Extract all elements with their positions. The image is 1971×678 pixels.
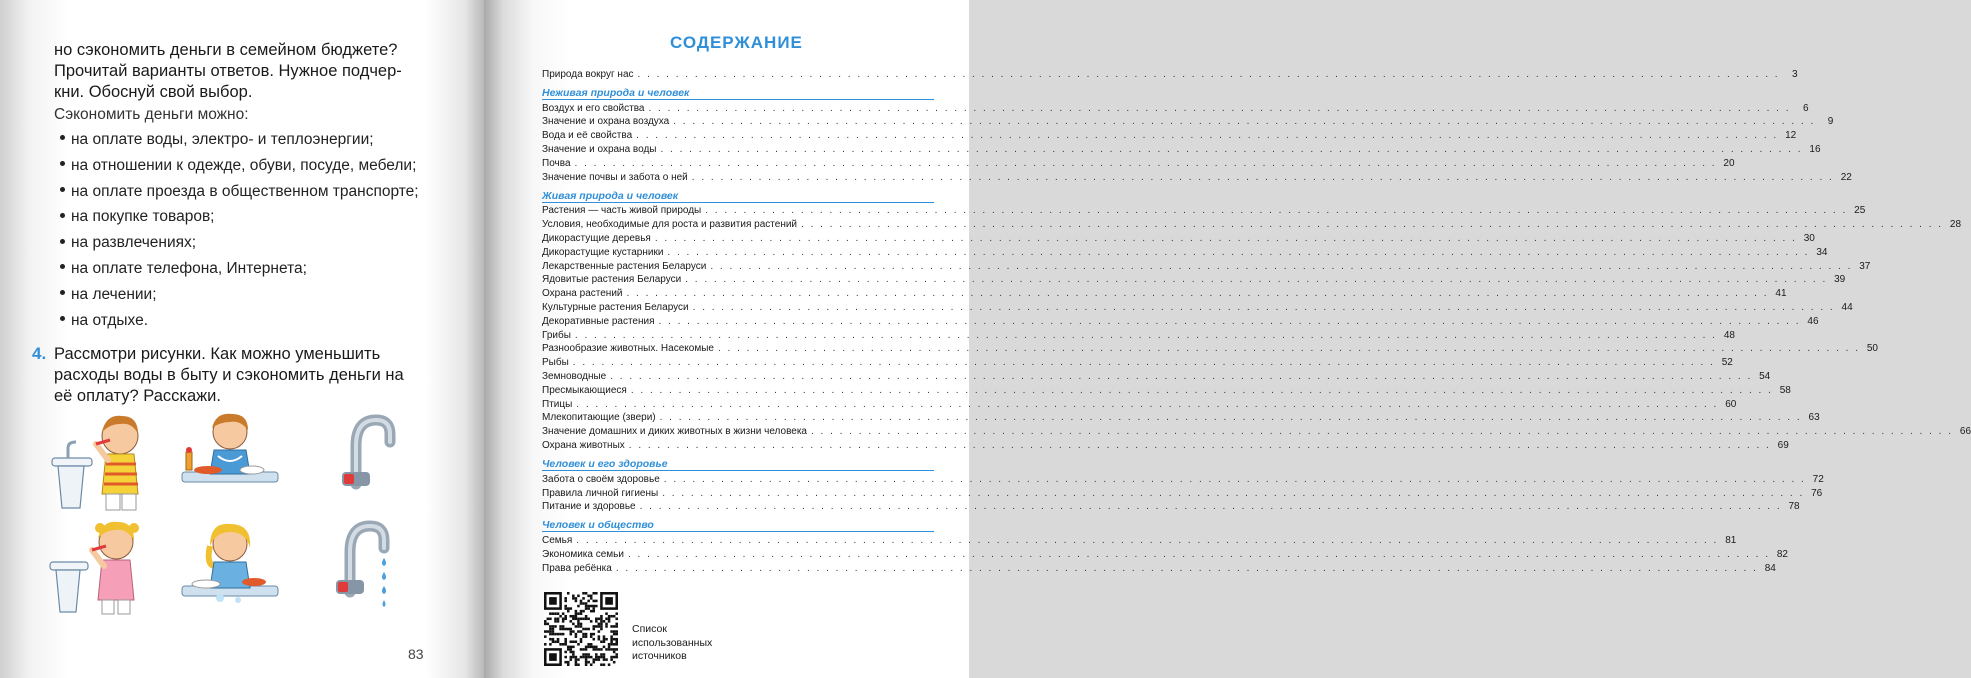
toc-entry-title: Значение домашних и диких животных в жизни человека [542,426,807,438]
option-text: на отношении к одежде, обуви, посуде, мебели; [71,156,417,174]
boy-washing-dishes-illustration [180,410,280,500]
toc-entry-title: Грибы [542,329,571,341]
sources-label [632,623,712,664]
toc-title: СОДЕРЖАНИЕ [670,33,803,52]
toc-leader-dots: . . . . . . . . . . . . . . . . . . . . . . . . . . . . . . . . . . . . . . . . . . . . . . . . . . . . . . . . . . . . . . . . . . . . . . . . . . . . . . . . . . . . . . . . . . . . . . . . . . . . . . . . . . . . . . . . . . . . . . . . [576,398,1719,410]
toc-leader-dots: . . . . . . . . . . . . . . . . . . . . . . . . . . . . . . . . . . . . . . . . . . . . . . . . . . . . . . . . . . . . . . . . . . . . . . . . . . . . . . . . . . . . . . . . . . . . . . . . . . . . . . . . . . . . . . . . . . . . . . . . [637,68,1780,80]
toc-entry-page: 16 [1809,143,1821,155]
toc-entry-page: 84 [1764,562,1776,574]
toc-leader-dots: . . . . . . . . . . . . . . . . . . . . . . . . . . . . . . . . . . . . . . . . . . . . . . . . . . . . . . . . . . . . . . . . . . . . . . . . . . . . . . . . . . . . . . . . . . . . . . . . . . . . . . . . . . . . . . . . . . . . . . . . [576,535,1719,547]
option-text: на отдыхе. [71,311,149,329]
option-text: на лечении; [71,285,157,303]
bullet-icon [60,161,65,166]
toc-entry-page: 6 [1802,102,1809,114]
page-number: 83 [408,646,424,662]
toc-entry-page: 25 [1854,205,1866,217]
toc-entry-page: 20 [1723,157,1735,169]
toc-entry-page: 39 [1834,274,1846,286]
option-item[interactable] [60,130,419,156]
toc-entry-title: Дикорастущие кустарники [542,246,664,258]
toc-entry[interactable] [542,272,1846,286]
option-item[interactable] [60,182,419,208]
bullet-icon [60,264,65,269]
toc-entry-page: 63 [1808,412,1820,424]
bullet-icon [60,316,65,321]
toc-entry-page: 69 [1777,439,1789,451]
toc-entry-title: Вода и её свойства [542,130,633,142]
toc-leader-dots: . . . . . . . . . . . . . . . . . . . . . . . . . . . . . . . . . . . . . . . . . . . . . . . . . . . . . . . . . . . . . . . . . . . . . . . . . . . . . . . . . . . . . . . . . . . . . . . . . . . . . . . . . . . . . . . . . . . . . . . . [636,130,1779,142]
toc-entry-page: 81 [1725,535,1737,547]
toc-leader-dots: . . . . . . . . . . . . . . . . . . . . . . . . . . . . . . . . . . . . . . . . . . . . . . . . . . . . . . . . . . . . . . . . . . . . . . . . . . . . . . . . . . . . . . . . . . . . . . . . . . . . . . . . . . . . . . . . . . . . . . . . [654,232,1797,244]
option-text: на развлечениях; [71,234,197,252]
toc-entry[interactable] [542,244,1828,258]
toc-leader-dots: . . . . . . . . . . . . . . . . . . . . . . . . . . . . . . . . . . . . . . . . . . . . . . . . . . . . . . . . . . . . . . . . . . . . . . . . . . . . . . . . . . . . . . . . . . . . . . . . . . . . . . . . . . . . . . . . . . . . . . . . [648,102,1791,114]
toc-entry[interactable] [542,546,1788,560]
toc-entry-title: Правила личной гигиены [542,487,659,499]
toc-entry-title: Рыбы [542,357,569,369]
toc-entry[interactable] [542,141,1821,155]
toc-entry-title: Забота о своём здоровье [542,473,660,485]
toc-entry-title: Декоративные растения [542,315,655,327]
toc-entry-title: Культурные растения Беларуси [542,301,689,313]
toc-entry[interactable] [542,155,1735,169]
task-number: 4. [32,344,47,363]
boy-brushing-teeth-illustration [48,408,148,513]
toc-entry[interactable] [542,354,1733,369]
toc-entry-title: Питание и здоровье [542,501,636,513]
toc-leader-dots: . . . . . . . . . . . . . . . . . . . . . . . . . . . . . . . . . . . . . . . . . . . . . . . . . . . . . . . . . . . . . . . . . . . . . . . . . . . . . . . . . . . . . . . . . . . . . . . . . . . . . . . . . . . . . . . . . . . . . . . . [660,143,1803,155]
toc-entry-title: Растения — часть живой природы [542,205,702,217]
toc-entry[interactable] [542,313,1819,327]
bullet-icon [60,239,65,244]
toc-entry[interactable] [542,560,1776,574]
sources-line: использованных [632,636,713,649]
options-list [60,130,419,336]
toc-leader-dots: . . . . . . . . . . . . . . . . . . . . . . . . . . . . . . . . . . . . . . . . . . . . . . . . . . . . . . . . . . . . . . . . . . . . . . . . . . . . . . . . . . . . . . . . . . . . . . . . . . . . . . . . . . . . . . . . . . . . . . . . [663,473,1806,485]
toc-leader-dots: . . . . . . . . . . . . . . . . . . . . . . . . . . . . . . . . . . . . . . . . . . . . . . . . . . . . . . . . . . . . . . . . . . . . . . . . . . . . . . . . . . . . . . . . . . . . . . . . . . . . . . . . . . . . . . . . . . . . . . . . [658,315,1801,327]
toc-section-heading [542,183,934,203]
toc-entry-page: 72 [1812,473,1824,485]
option-item[interactable] [60,285,419,311]
toc-entry[interactable] [542,327,1735,341]
toc-leader-dots: . . . . . . . . . . . . . . . . . . . . . . . . . . . . . . . . . . . . . . . . . . . . . . . . . . . . . . . . . . . . . . . . . . . . . . . . . . . . . . . . . . . . . . . . . . . . . . . . . . . . . . . . . . . . . . . . . . . . . . . . [572,357,1715,369]
toc-section-heading [542,451,934,471]
toc-entry-page: 12 [1785,130,1797,142]
toc-entry[interactable] [542,499,1800,513]
qr-code-icon[interactable] [544,592,618,666]
toc-entry-page: 44 [1841,301,1853,313]
option-item[interactable] [60,156,419,182]
right-page [484,0,1971,678]
table-of-contents [542,66,1971,574]
toc-leader-dots: . . . . . . . . . . . . . . . . . . . . . . . . . . . . . . . . . . . . . . . . . . . . . . . . . . . . . . . . . . . . . . . . . . . . . . . . . . . . . . . . . . . . . . . . . . . . . . . . . . . . . . . . . . . . . . . . . . . . . . . . [615,562,1758,574]
toc-leader-dots: . . . . . . . . . . . . . . . . . . . . . . . . . . . . . . . . . . . . . . . . . . . . . . . . . . . . . . . . . . . . . . . . . . . . . . . . . . . . . . . . . . . . . . . . . . . . . . . . . . . . . . . . . . . . . . . . . . . . . . . . [685,274,1828,286]
toc-leader-dots: . . . . . . . . . . . . . . . . . . . . . . . . . . . . . . . . . . . . . . . . . . . . . . . . . . . . . . . . . . . . . . . . . . . . . . . . . . . . . . . . . . . . . . . . . . . . . . . . . . . . . . . . . . . . . . . . . . . . . . . . [810,426,1954,438]
bullet-icon [60,187,65,192]
toc-entry[interactable] [542,127,1797,142]
toc-entry[interactable] [542,100,1809,114]
toc-entry-page: 54 [1759,370,1771,382]
toc-entry[interactable] [542,66,1798,80]
toc-section-title: Живая природа и человек [542,189,679,202]
bullet-icon [60,213,65,218]
toc-entry-page: 9 [1827,116,1834,128]
toc-entry[interactable] [542,471,1824,485]
toc-entry-page: 66 [1959,426,1971,438]
task-text: Рассмотри рисунки. Как можно уменьшить расходы воды в быту и сэкономить деньги на её оплату? Расскажи. [54,345,404,405]
toc-entry[interactable] [542,341,1878,355]
toc-entry-title: Почва [542,157,571,169]
option-text: на оплате телефона, Интернета; [71,259,307,277]
option-text: на покупке товаров; [71,208,215,226]
option-text: на оплате воды, электро- и теплоэнергии; [71,131,374,148]
toc-entry-page: 76 [1811,487,1823,499]
toc-entry[interactable] [542,258,1871,272]
toc-entry-title: Экономика семьи [542,548,624,560]
sources-line: источников [632,650,687,662]
option-item[interactable] [60,259,419,285]
toc-entry-title: Значение и охрана воды [542,143,657,155]
toc-leader-dots: . . . . . . . . . . . . . . . . . . . . . . . . . . . . . . . . . . . . . . . . . . . . . . . . . . . . . . . . . . . . . . . . . . . . . . . . . . . . . . . . . . . . . . . . . . . . . . . . . . . . . . . . . . . . . . . . . . . . . . . . [673,116,1816,128]
save-intro: Сэкономить деньги можно: [54,106,249,123]
bullet-icon [60,135,65,140]
toc-entry-title: Лекарственные растения Беларуси [542,260,707,272]
toc-entry-title: Значение почвы и забота о ней [542,171,688,183]
closed-faucet-illustration [328,412,398,492]
toc-leader-dots: . . . . . . . . . . . . . . . . . . . . . . . . . . . . . . . . . . . . . . . . . . . . . . . . . . . . . . . . . . . . . . . . . . . . . . . . . . . . . . . . . . . . . . . . . . . . . . . . . . . . . . . . . . . . . . . . . . . . . . . . [717,343,1860,355]
toc-entry-title: Разнообразие животных. Насекомые [542,343,714,355]
toc-entry-title: Земноводные [542,370,607,382]
option-item[interactable] [60,311,419,337]
toc-leader-dots: . . . . . . . . . . . . . . . . . . . . . . . . . . . . . . . . . . . . . . . . . . . . . . . . . . . . . . . . . . . . . . . . . . . . . . . . . . . . . . . . . . . . . . . . . . . . . . . . . . . . . . . . . . . . . . . . . . . . . . . . [692,301,1835,313]
option-text: на оплате проезда в общественном транспорте; [71,182,419,200]
toc-entry[interactable] [542,532,1737,547]
toc-entry-title: Семья [542,535,573,547]
toc-entry[interactable] [542,437,1789,451]
toc-section-heading [542,512,934,532]
toc-entry-title: Природа вокруг нас [542,68,634,80]
toc-leader-dots: . . . . . . . . . . . . . . . . . . . . . . . . . . . . . . . . . . . . . . . . . . . . . . . . . . . . . . . . . . . . . . . . . . . . . . . . . . . . . . . . . . . . . . . . . . . . . . . . . . . . . . . . . . . . . . . . . . . . . . . . [639,501,1782,513]
toc-leader-dots: . . . . . . . . . . . . . . . . . . . . . . . . . . . . . . . . . . . . . . . . . . . . . . . . . . . . . . . . . . . . . . . . . . . . . . . . . . . . . . . . . . . . . . . . . . . . . . . . . . . . . . . . . . . . . . . . . . . . . . . . [667,246,1810,258]
toc-leader-dots: . . . . . . . . . . . . . . . . . . . . . . . . . . . . . . . . . . . . . . . . . . . . . . . . . . . . . . . . . . . . . . . . . . . . . . . . . . . . . . . . . . . . . . . . . . . . . . . . . . . . . . . . . . . . . . . . . . . . . . . . [662,487,1805,499]
toc-entry-title: Условия, необходимые для роста и развития растений [542,219,798,231]
sources-line: Список [632,623,667,635]
toc-entry[interactable] [542,410,1820,424]
toc-leader-dots: . . . . . . . . . . . . . . . . . . . . . . . . . . . . . . . . . . . . . . . . . . . . . . . . . . . . . . . . . . . . . . . . . . . . . . . . . . . . . . . . . . . . . . . . . . . . . . . . . . . . . . . . . . . . . . . . . . . . . . . . [574,329,1717,341]
toc-section-title: Человек и его здоровье [542,457,668,470]
toc-entry-page: 58 [1779,384,1791,396]
toc-entry[interactable] [542,114,1834,128]
toc-entry-title: Ядовитые растения Беларуси [542,274,682,286]
toc-entry[interactable] [542,203,1866,217]
toc-entry[interactable] [542,396,1737,410]
toc-section-title: Неживая природа и человек [542,86,690,99]
toc-entry-page: 60 [1725,398,1737,410]
toc-entry[interactable] [542,299,1853,313]
intro-line-2: Прочитай варианты ответов. Нужное подчер- [54,62,402,80]
toc-section-title: Человек и общество [542,519,654,532]
toc-entry-title: Охрана животных [542,439,625,451]
option-item[interactable] [60,233,419,259]
toc-leader-dots: . . . . . . . . . . . . . . . . . . . . . . . . . . . . . . . . . . . . . . . . . . . . . . . . . . . . . . . . . . . . . . . . . . . . . . . . . . . . . . . . . . . . . . . . . . . . . . . . . . . . . . . . . . . . . . . . . . . . . . . . [627,548,1770,560]
toc-entry-title: Права ребёнка [542,562,612,574]
left-page [0,0,484,678]
toc-leader-dots: . . . . . . . . . . . . . . . . . . . . . . . . . . . . . . . . . . . . . . . . . . . . . . . . . . . . . . . . . . . . . . . . . . . . . . . . . . . . . . . . . . . . . . . . . . . . . . . . . . . . . . . . . . . . . . . . . . . . . . . . [630,384,1773,396]
toc-entry-page: 34 [1816,246,1828,258]
toc-entry-title: Млекопитающие (звери) [542,412,656,424]
toc-leader-dots: . . . . . . . . . . . . . . . . . . . . . . . . . . . . . . . . . . . . . . . . . . . . . . . . . . . . . . . . . . . . . . . . . . . . . . . . . . . . . . . . . . . . . . . . . . . . . . . . . . . . . . . . . . . . . . . . . . . . . . . . [574,157,1717,169]
girl-brushing-teeth-illustration [46,516,146,616]
toc-entry-page: 46 [1807,315,1819,327]
toc-entry-page: 37 [1859,260,1871,272]
bullet-icon [60,290,65,295]
toc-entry-page: 30 [1803,232,1815,244]
toc-entry-title: Охрана растений [542,288,623,300]
toc-entry-page: 22 [1840,171,1852,183]
toc-entry[interactable] [542,230,1815,244]
toc-leader-dots: . . . . . . . . . . . . . . . . . . . . . . . . . . . . . . . . . . . . . . . . . . . . . . . . . . . . . . . . . . . . . . . . . . . . . . . . . . . . . . . . . . . . . . . . . . . . . . . . . . . . . . . . . . . . . . . . . . . . . . . . [628,439,1771,451]
toc-entry[interactable] [542,423,1971,438]
option-item[interactable] [60,207,419,233]
girl-washing-dishes-illustration [180,520,280,610]
toc-leader-dots: . . . . . . . . . . . . . . . . . . . . . . . . . . . . . . . . . . . . . . . . . . . . . . . . . . . . . . . . . . . . . . . . . . . . . . . . . . . . . . . . . . . . . . . . . . . . . . . . . . . . . . . . . . . . . . . . . . . . . . . . [610,370,1753,382]
toc-entry[interactable] [542,382,1791,396]
toc-entry-page: 28 [1949,219,1962,231]
toc-leader-dots: . . . . . . . . . . . . . . . . . . . . . . . . . . . . . . . . . . . . . . . . . . . . . . . . . . . . . . . . . . . . . . . . . . . . . . . . . . . . . . . . . . . . . . . . . . . . . . . . . . . . . . . . . . . . . . . . . . . . . . . . [626,288,1769,300]
intro-line-3: кни. Обоснуй свой выбор. [54,83,253,101]
dripping-faucet-illustration [328,518,398,610]
toc-entry-page: 78 [1788,501,1800,513]
toc-entry-title: Пресмыкающиеся [542,384,627,396]
toc-entry-page: 82 [1776,548,1788,560]
toc-entry-title: Птицы [542,398,573,410]
toc-entry-page: 52 [1721,357,1733,369]
toc-entry-page: 3 [1791,68,1798,80]
toc-entry[interactable] [542,216,1962,231]
toc-entry-page: 50 [1866,343,1878,355]
toc-leader-dots: . . . . . . . . . . . . . . . . . . . . . . . . . . . . . . . . . . . . . . . . . . . . . . . . . . . . . . . . . . . . . . . . . . . . . . . . . . . . . . . . . . . . . . . . . . . . . . . . . . . . . . . . . . . . . . . . . . . . . . . . [801,219,1944,231]
toc-entry-page: 41 [1775,288,1787,300]
toc-entry-title: Значение и охрана воздуха [542,116,670,128]
toc-entry[interactable] [542,368,1771,382]
toc-entry[interactable] [542,169,1852,183]
toc-leader-dots: . . . . . . . . . . . . . . . . . . . . . . . . . . . . . . . . . . . . . . . . . . . . . . . . . . . . . . . . . . . . . . . . . . . . . . . . . . . . . . . . . . . . . . . . . . . . . . . . . . . . . . . . . . . . . . . . . . . . . . . . [659,412,1802,424]
toc-leader-dots: . . . . . . . . . . . . . . . . . . . . . . . . . . . . . . . . . . . . . . . . . . . . . . . . . . . . . . . . . . . . . . . . . . . . . . . . . . . . . . . . . . . . . . . . . . . . . . . . . . . . . . . . . . . . . . . . . . . . . . . . [705,205,1848,217]
toc-section-heading [542,80,934,100]
toc-entry-title: Воздух и его свойства [542,102,645,114]
intro-line-1: но сэкономить деньги в семейном бюджете? [54,41,398,59]
toc-leader-dots: . . . . . . . . . . . . . . . . . . . . . . . . . . . . . . . . . . . . . . . . . . . . . . . . . . . . . . . . . . . . . . . . . . . . . . . . . . . . . . . . . . . . . . . . . . . . . . . . . . . . . . . . . . . . . . . . . . . . . . . . [691,171,1834,183]
toc-entry[interactable] [542,285,1787,300]
toc-entry-page: 48 [1723,329,1735,341]
toc-entry[interactable] [542,485,1823,499]
toc-leader-dots: . . . . . . . . . . . . . . . . . . . . . . . . . . . . . . . . . . . . . . . . . . . . . . . . . . . . . . . . . . . . . . . . . . . . . . . . . . . . . . . . . . . . . . . . . . . . . . . . . . . . . . . . . . . . . . . . . . . . . . . . [710,260,1853,272]
toc-entry-title: Дикорастущие деревья [542,232,651,244]
